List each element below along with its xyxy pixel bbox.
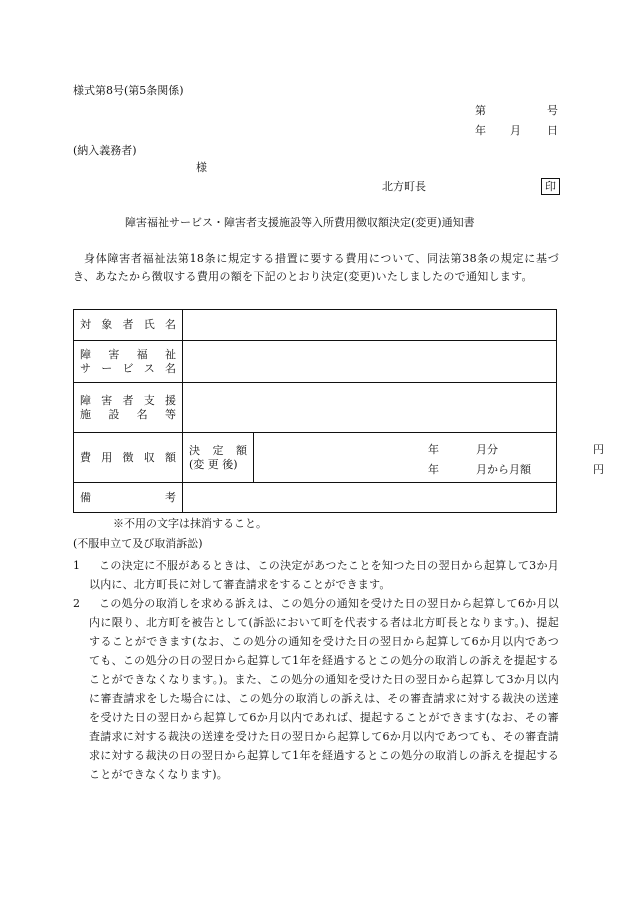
label-decided-amount: [183, 433, 254, 483]
label-facility: [74, 383, 183, 433]
value-subject-name: [183, 310, 557, 341]
appeal-item-number: 2: [73, 597, 81, 610]
date-day: 日: [547, 124, 558, 137]
number-dai: 第: [475, 104, 486, 117]
appeal-item-2: [73, 594, 559, 784]
value-service-name: [183, 341, 557, 383]
label-fee: [74, 433, 183, 483]
facility-line-1: 障 害 者 支 援: [80, 393, 176, 407]
appeal-item-1: [73, 556, 559, 594]
payer-label: (納入義務者): [73, 144, 137, 157]
label-service-name: [74, 341, 183, 383]
notice-table: [73, 309, 604, 513]
value-remarks: [183, 483, 557, 513]
note: ※不用の文字は抹消すること。: [113, 517, 267, 530]
decided-amount-after-change: (変 更 後): [189, 457, 238, 471]
subject-name-letters: 対 象 者 氏 名: [80, 318, 176, 331]
date-year: 年: [475, 124, 486, 137]
label-subject-name: [74, 310, 183, 341]
service-name-line-2: サ ー ビ ス 名: [80, 361, 176, 375]
fee-letters: 費 用 徴 収 額: [80, 450, 176, 464]
seal-mark: 印: [541, 178, 560, 195]
facility-line-2: 施 設 名 等: [80, 407, 176, 421]
number-go: 号: [547, 104, 558, 117]
amount-line-2: 年 月から月額 円: [428, 462, 604, 476]
service-name-line-1: 障 害 福 祉: [80, 347, 176, 361]
form-label: 様式第8号(第5条関係): [73, 84, 184, 97]
amount-line-1: 年 月分 円: [428, 442, 604, 456]
appeal-item-text: この処分の取消しを求める訴えは、この処分の通知を受けた日の翌日から起算して6か月以内に限り、北方町を被告として(訴訟において町を代表する者は北方町長となります。)、提起することができます(なお、この処分の通知を受けた日の翌日から起算して6か月以内であつても、この処分の日の翌日から起算して1年を経過するとこの処分の取消しの訴えを提起することができなくなります。)。また、この処分の通知を受けた日の翌日から起算して3か月以内に審査請求をした場合には、この処分の取消しの訴えは、その審査請求に対する裁決の送達を受けた日の翌日から起算して6か月以内であれば、提起することができます(なお、その審査請求に対する裁決の送達を受けた日の翌日から起算して6か月以内であつても、その審査請求に対する裁決の日の翌日から起算して1年を経過するとこの処分の取消しの訴えを提起することができなくなります)。: [89, 597, 559, 781]
appeal-item-number: 1: [73, 559, 81, 572]
remarks-letters: 備 考: [80, 490, 176, 504]
date-month: 月: [510, 124, 521, 137]
decided-amount-letters: 決 定 額: [189, 443, 247, 457]
issuer: 北方町長: [382, 180, 426, 193]
label-remarks: [74, 483, 183, 513]
honorific: 様: [196, 161, 207, 174]
value-fee: [254, 433, 604, 483]
value-facility: [183, 383, 557, 433]
intro-paragraph: 身体障害者福祉法第18条に規定する措置に要する費用について、同法第38条の規定に基づき、あなたから徴収する費用の額を下記のとおり決定(変更)いたしましたので通知します。: [73, 252, 559, 283]
document-title: 障害福祉サービス・障害者支援施設等入所費用徴収額決定(変更)通知書: [125, 216, 475, 229]
appeal-item-text: この決定に不服があるときは、この決定があつたことを知つた日の翌日から起算して3か月以内に、北方町長に対して審査請求をすることができます。: [89, 559, 559, 591]
appeal-heading: (不服申立て及び取消訴訟): [73, 537, 203, 550]
